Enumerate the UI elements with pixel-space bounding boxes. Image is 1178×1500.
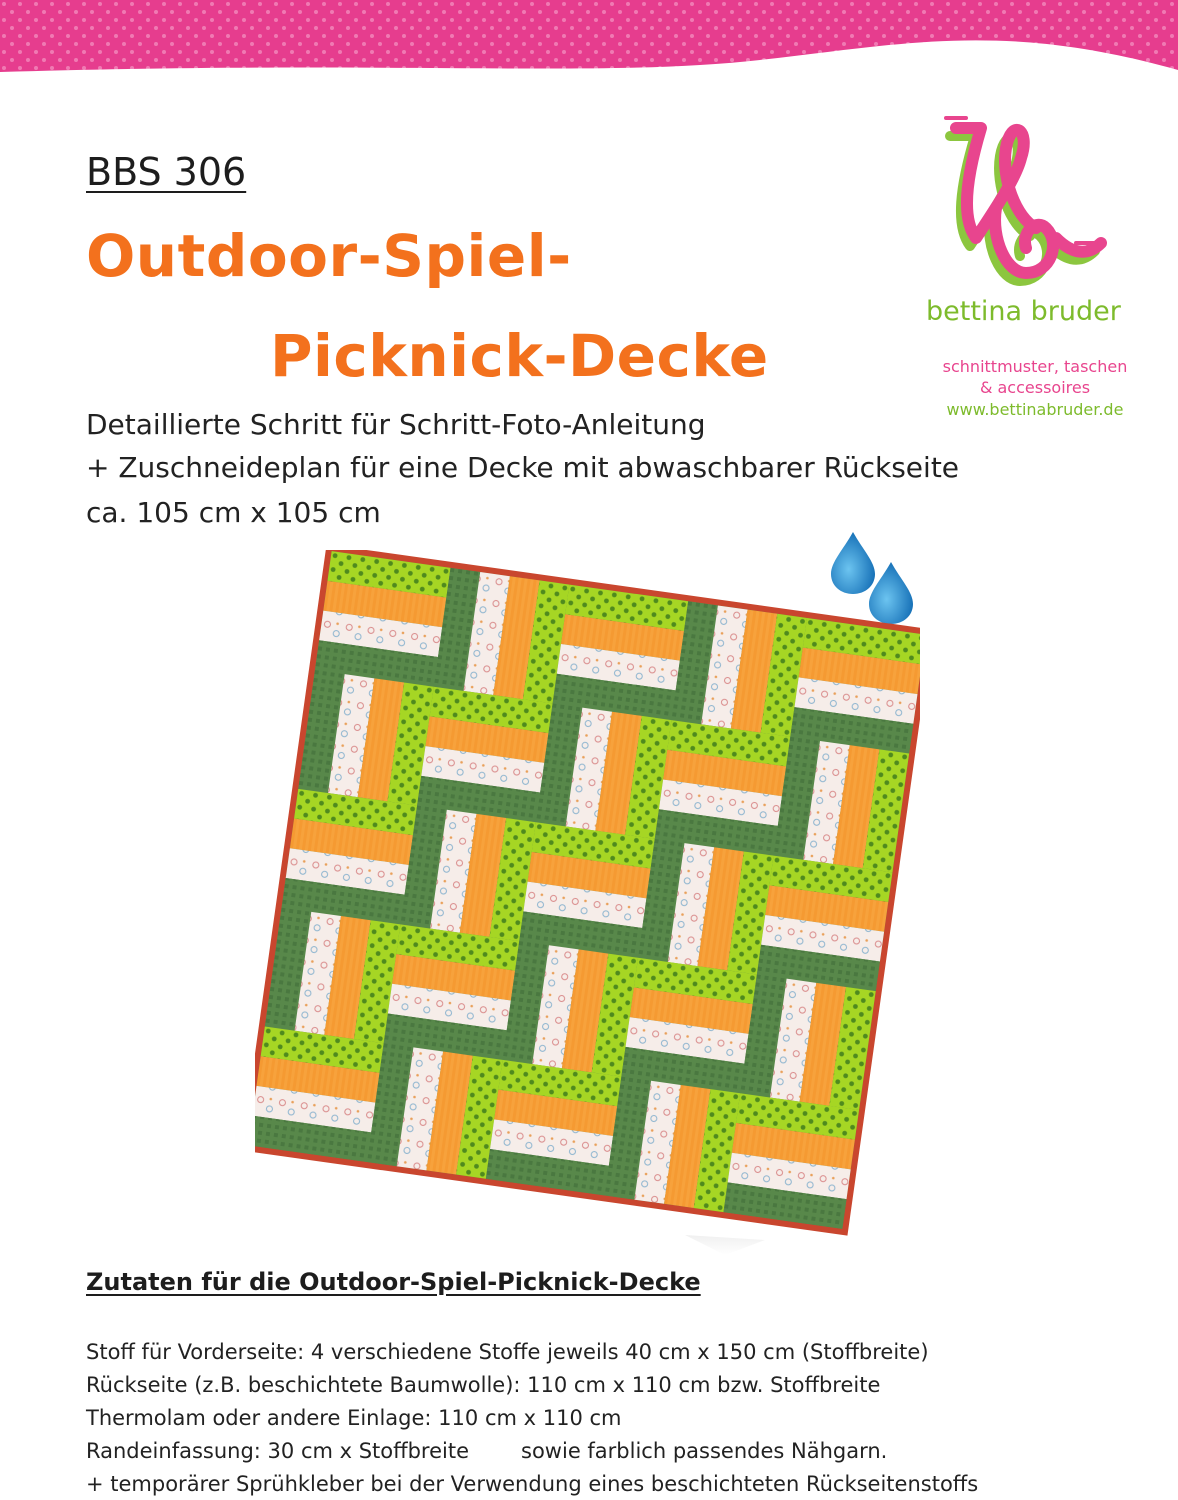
materials-line-3: Thermolam oder andere Einlage: 110 cm x 110 cm — [86, 1406, 622, 1430]
subtitle-line-3: ca. 105 cm x 105 cm — [86, 496, 381, 529]
brand-tagline-line-1: schnittmuster, taschen — [942, 357, 1128, 376]
product-title-line-1: Outdoor-Spiel- — [86, 222, 572, 290]
brand-url: www.bettinabruder.de — [946, 400, 1124, 419]
materials-line-2: Rückseite (z.B. beschichtete Baumwolle): 110 cm x 110 cm bzw. Stoffbreite — [86, 1373, 881, 1397]
subtitle-line-1: Detaillierte Schritt für Schritt-Foto-Anleitung — [86, 408, 706, 441]
quilt-illustration — [255, 550, 920, 1255]
subtitle-line-2: + Zuschneideplan für eine Decke mit abwaschbarer Rückseite — [86, 451, 960, 484]
materials-line-5: + temporärer Sprühkleber bei der Verwendung eines beschichteten Rückseitenstoffs — [86, 1472, 979, 1496]
materials-line-1: Stoff für Vorderseite: 4 verschiedene Stoffe jeweils 40 cm x 150 cm (Stoffbreite) — [86, 1340, 929, 1364]
materials-line-4-part-1: Randeinfassung: 30 cm x Stoffbreite — [86, 1439, 470, 1463]
materials-line-4-part-2: sowie farblich passendes Nähgarn. — [521, 1439, 888, 1463]
brand-name: bettina bruder — [926, 296, 1121, 327]
materials-line-4 — [86, 1439, 887, 1463]
materials-heading: Zutaten für die Outdoor-Spiel-Picknick-Decke — [86, 1268, 701, 1296]
product-code: BBS 306 — [86, 150, 247, 194]
product-title-line-2: Picknick-Decke — [270, 322, 769, 390]
brand-tagline-line-2: & accessoires — [979, 378, 1091, 397]
brand-tagline — [920, 356, 1150, 398]
quilt-blocks — [255, 551, 920, 1229]
